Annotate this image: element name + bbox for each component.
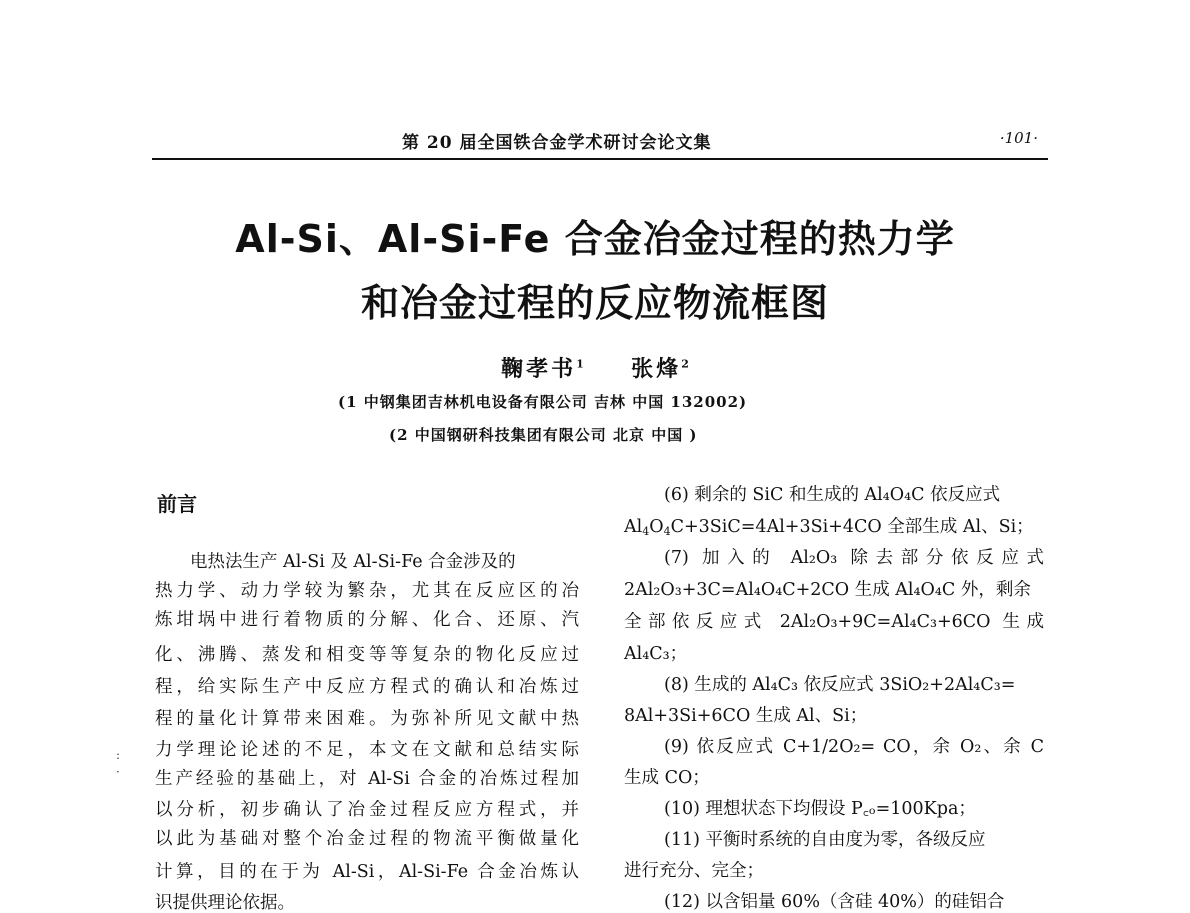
paragraph-line: 以分析，初步确认了冶金过程反应方程式，并 bbox=[155, 800, 579, 820]
paragraph-line: 炼坩埚中进行着物质的分解、化合、还原、汽 bbox=[155, 610, 579, 630]
paragraph-line: 力学理论论述的不足，本文在文献和总结实际 bbox=[155, 740, 579, 760]
paragraph-line: 识提供理论依据。 bbox=[155, 893, 295, 913]
paragraph-line: (11) 平衡时系统的自由度为零，各级反应 bbox=[664, 830, 986, 850]
affiliation: (2 中国钢研科技集团有限公司 北京 中国 ) bbox=[389, 426, 698, 444]
affiliation: (1 中钢集团吉林机电设备有限公司 吉林 中国 132002) bbox=[338, 393, 748, 411]
author-name: 鞠孝书 bbox=[501, 356, 577, 382]
section-heading: 前言 bbox=[157, 492, 197, 516]
paragraph-line: 生成 CO； bbox=[624, 768, 710, 788]
paragraph-line: 以此为基础对整个冶金过程的物流平衡做量化 bbox=[155, 829, 579, 849]
paragraph-line: 计算，目的在于为 Al-Si，Al-Si-Fe 合金冶炼认 bbox=[155, 862, 579, 882]
margin-mark: · bbox=[116, 765, 120, 779]
author-affiliation-mark: 2 bbox=[681, 357, 689, 371]
journal-name: 第 20 届全国铁合金学术研讨会论文集 bbox=[402, 133, 712, 153]
paragraph-line: (10) 理想状态下均假设 P꜀ₒ=100Kpa； bbox=[664, 799, 976, 819]
author-name: 张烽 bbox=[631, 356, 682, 382]
author-list bbox=[0, 352, 1190, 383]
paragraph-line: 热力学、动力学较为繁杂，尤其在反应区的冶 bbox=[155, 581, 579, 601]
paragraph-line: (8) 生成的 Al₄C₃ 依反应式 3SiO₂+2Al₄C₃= bbox=[664, 675, 1016, 695]
paragraph-line: 化、沸腾、蒸发和相变等等复杂的物化反应过 bbox=[155, 645, 579, 665]
margin-mark: : bbox=[116, 748, 121, 762]
paper-title-line-2: 和冶金过程的反应物流框图 bbox=[360, 281, 829, 325]
paragraph-line: 生产经验的基础上，对 Al-Si 合金的冶炼过程加 bbox=[155, 769, 579, 789]
paper-title-line-1: Al-Si、Al-Si-Fe 合金冶金过程的热力学 bbox=[235, 217, 955, 261]
paragraph-line: 程，给实际生产中反应方程式的确认和冶炼过 bbox=[155, 677, 579, 697]
paragraph-line: Al₄C₃； bbox=[624, 644, 688, 664]
paragraph-line: $Al_4O_4C+3SiC=4Al+3Si+4CO$ 全部生成 Al、Si； bbox=[624, 517, 1034, 538]
paragraph-line: (7) 加入的 Al₂O₃ 除去部分依反应式 bbox=[664, 548, 1044, 568]
author-affiliation-mark: 1 bbox=[576, 357, 584, 371]
paragraph-line: 8Al+3Si+6CO 生成 Al、Si； bbox=[624, 706, 868, 726]
paragraph-line: (12) 以含铝量 60%（含硅 40%）的硅铝合 bbox=[664, 892, 1005, 912]
paragraph-line: 2Al₂O₃+3C=Al₄O₄C+2CO 生成 Al₄O₄C 外，剩余 bbox=[624, 580, 1031, 600]
paragraph-line: 程的量化计算带来困难。为弥补所见文献中热 bbox=[155, 709, 579, 729]
paragraph-line: (9) 依反应式 C+1/2O₂= CO，余 O₂、余 C bbox=[664, 737, 1044, 757]
paragraph-line: 电热法生产 Al-Si 及 Al-Si-Fe 合金涉及的 bbox=[155, 552, 516, 572]
page-number: ·101· bbox=[999, 129, 1038, 147]
paragraph-line: (6) 剩余的 SiC 和生成的 Al₄O₄C 依反应式 bbox=[664, 485, 1001, 505]
paragraph-line: 全部依反应式 2Al₂O₃+9C=Al₄C₃+6CO 生成 bbox=[624, 612, 1044, 632]
paragraph-line: 进行充分、完全； bbox=[624, 861, 764, 881]
running-header bbox=[152, 128, 1048, 160]
